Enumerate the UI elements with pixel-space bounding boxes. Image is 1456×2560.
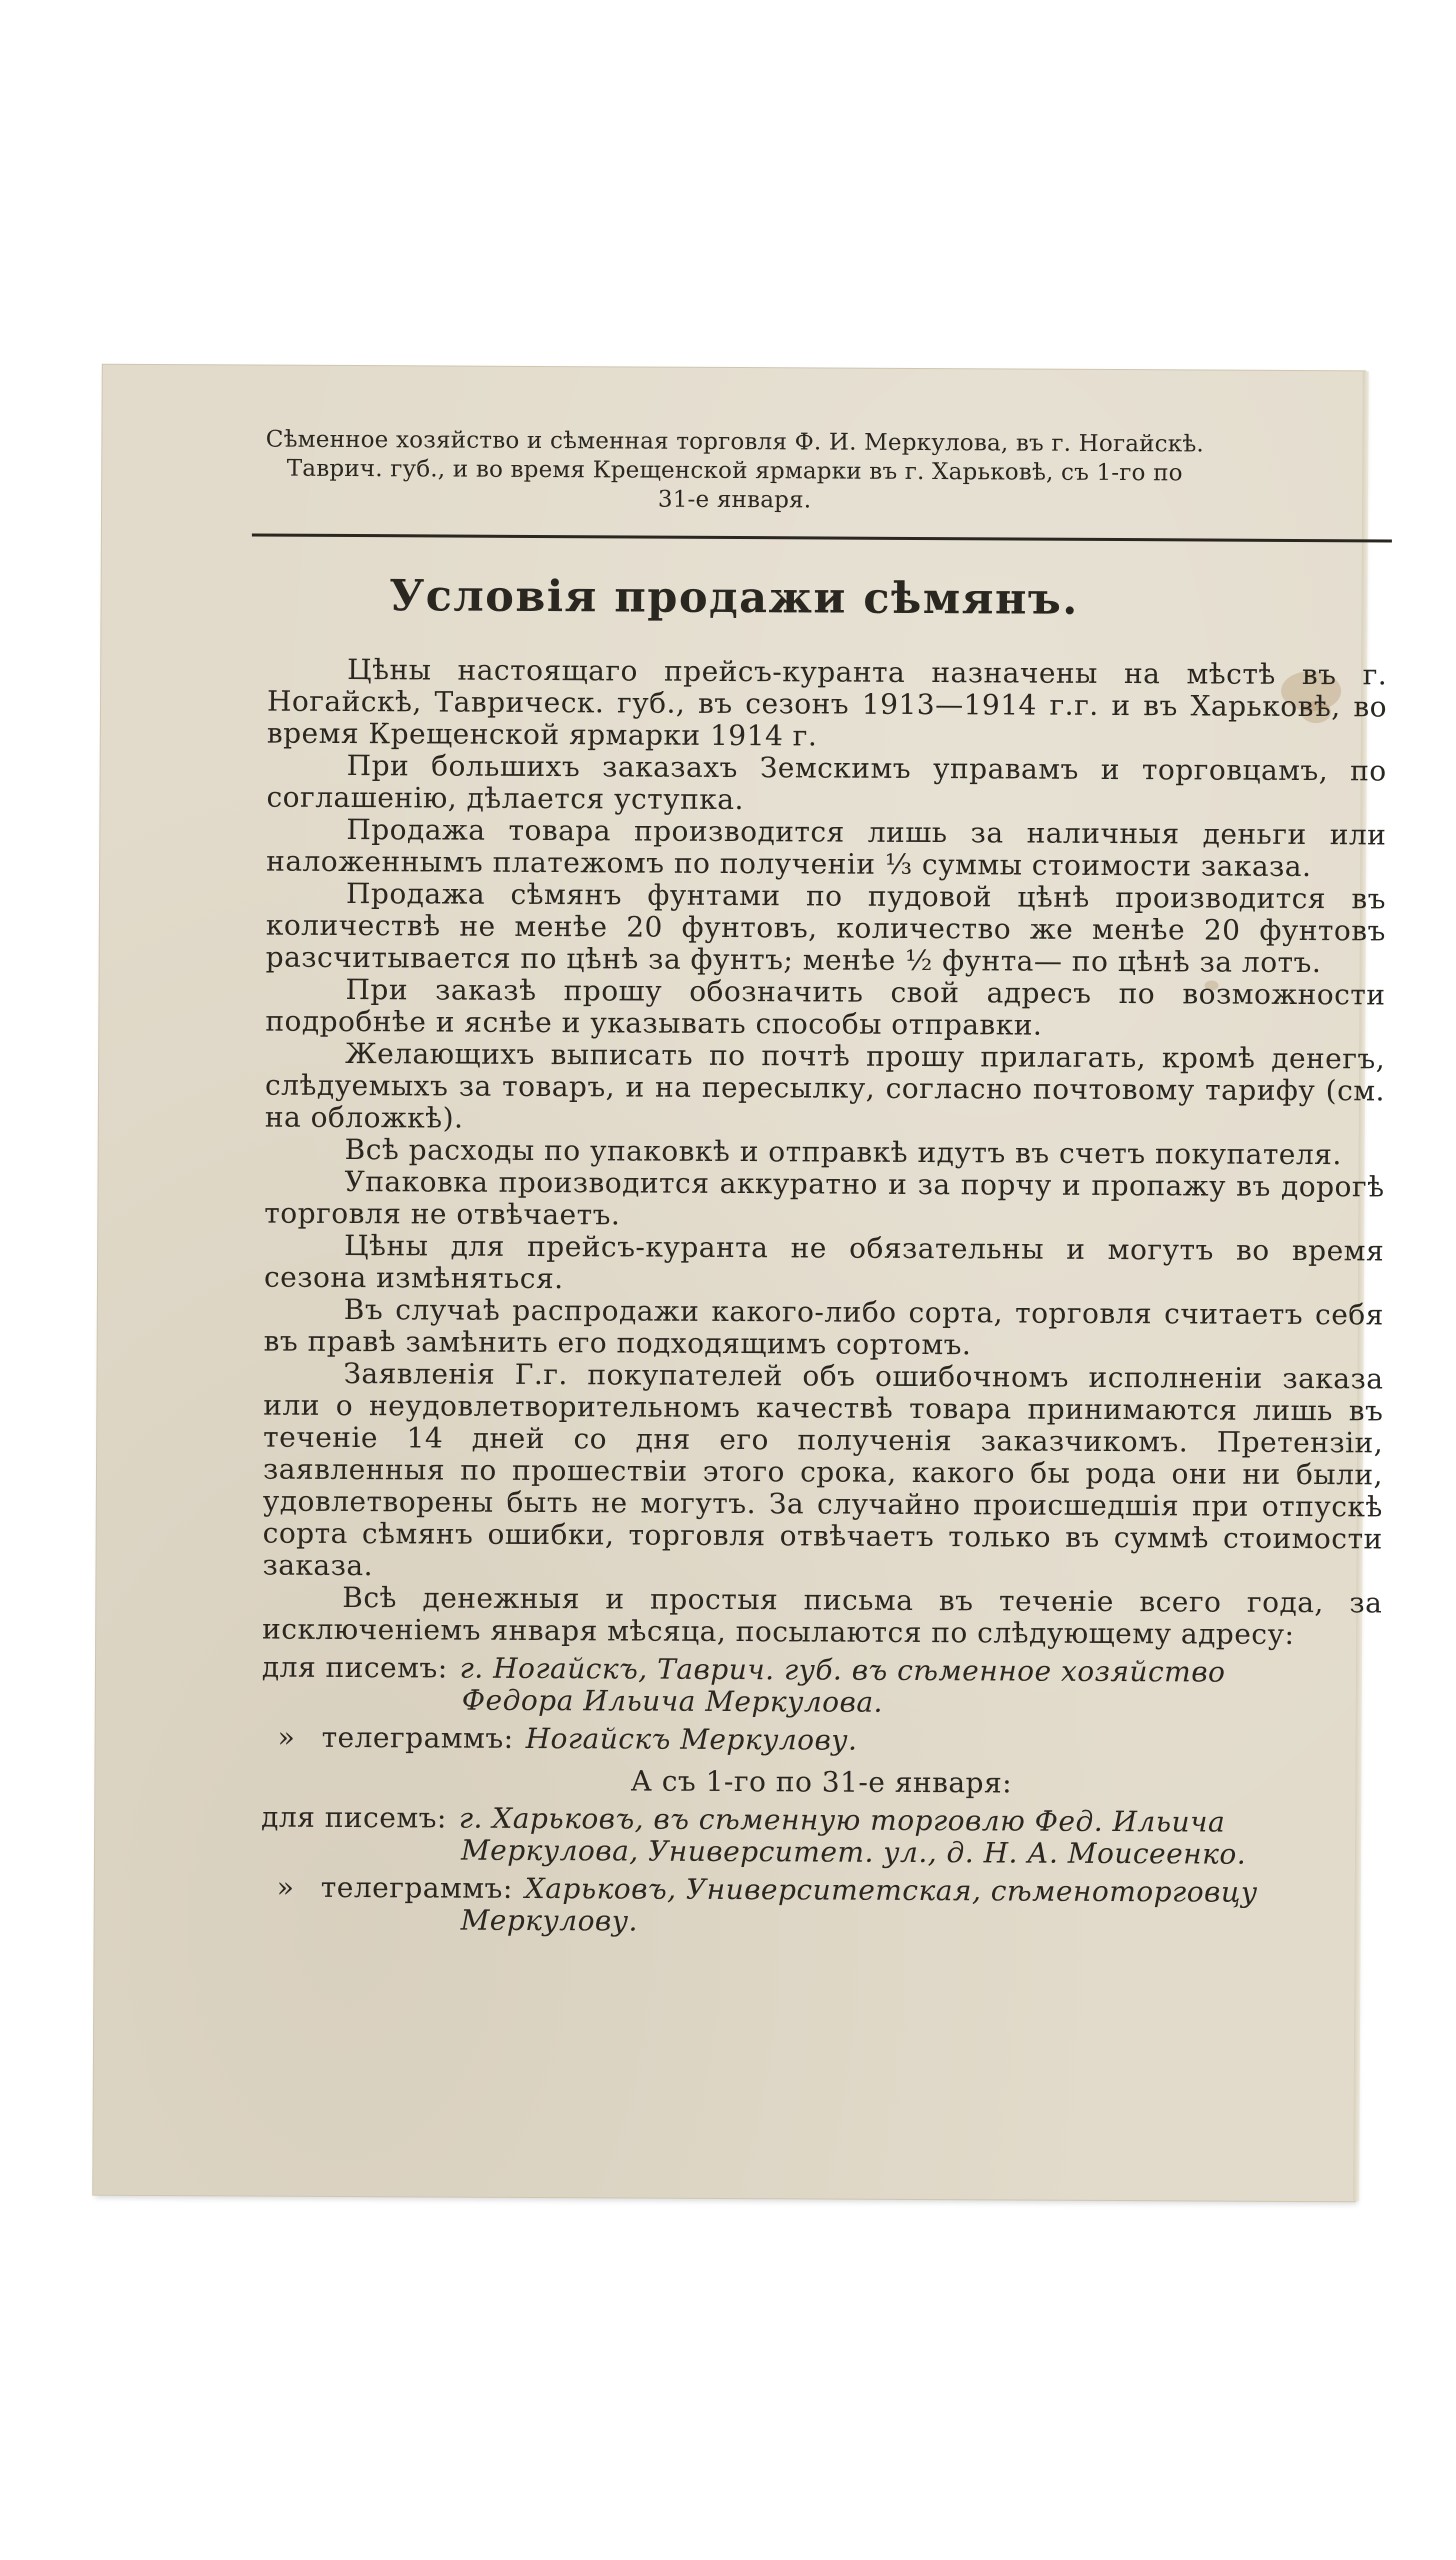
- header-rule: [252, 533, 1392, 542]
- telegrams-address: Ногайскъ Меркулову.: [525, 1721, 858, 1757]
- telegrams-label: телеграммъ:: [320, 1870, 513, 1905]
- letters-label: для писемъ:: [261, 1650, 448, 1685]
- header-line: Сѣменное хозяйство и сѣменная торговля Ф. И. Меркулова, въ г. Ногайскѣ.: [265, 426, 1205, 458]
- paragraph: Въ случаѣ распродажи какого-либо сорта, торговля считаетъ себя въ правѣ замѣнить его подходящимъ сортомъ.: [263, 1292, 1384, 1362]
- paragraph: При большихъ заказахъ Земскимъ управамъ и торговцамъ, по соглашенію, дѣлается уступка.: [266, 748, 1387, 817]
- ditto-mark: »: [277, 1720, 296, 1754]
- letters-address-cont: Федора Ильича Меркулова.: [461, 1683, 884, 1719]
- letters-address: г. Харьковъ, въ сѣменную торговлю Фед. Ильича: [458, 1801, 1226, 1839]
- telegrams-address: Харьковъ, Университетская, сѣменоторговцу: [524, 1871, 1258, 1909]
- paragraph: Упаковка производится аккуратно и за порчу и пропажу въ дорогѣ торговля не отвѣчаетъ.: [264, 1164, 1385, 1232]
- paragraph: Всѣ расходы по упаковкѣ и отправкѣ идутъ въ счетъ покупателя.: [344, 1132, 1342, 1172]
- paragraph: При заказѣ прошу обозначить свой адресъ по возможности подробнѣе и яснѣе и указывать способы отправки.: [265, 972, 1386, 1042]
- document-page: [93, 365, 1388, 2202]
- address-block-kharkov: [261, 1802, 1382, 1942]
- header-line: 31-е января.: [657, 486, 812, 514]
- letters-address: г. Ногайскъ, Таврич. губ. въ сѣменное хозяйство: [459, 1651, 1226, 1689]
- paragraph: Заявленія Г.г. покупателей объ ошибочномъ исполненіи заказа или о неудовлетворительномъ качествѣ товара принимаются лишь въ теченіе 14 дней со дня его полученія заказчикомъ. Претензіи, заявленныя по прошествіи этого срока, какого бы рода они ни были, удовлетворены быть не могутъ. За случайно происшедшія при отпускѣ сорта сѣмянъ ошибки, торговля отвѣчаетъ только въ суммѣ стоимости заказа.: [262, 1356, 1384, 1583]
- paragraph: Желающихъ выписать по почтѣ прошу прилагать, кромѣ денегъ, слѣдуемыхъ за товаръ, и на пересылку, согласно почтовому тарифу (см. на обложкѣ).: [264, 1036, 1386, 1135]
- address-block-nogaisk: [262, 1652, 1383, 1760]
- telegrams-label: телеграммъ:: [321, 1720, 514, 1755]
- page-header: [252, 425, 1217, 517]
- letters-label: для писемъ:: [261, 1800, 447, 1835]
- header-line: Таврич. губ., и во время Крещенской ярмарки въ г. Харьковѣ, съ 1-го по: [286, 455, 1183, 487]
- letters-address-cont: Меркулова, Университет. ул., д. Н. А. Моисеенко.: [460, 1833, 1247, 1871]
- paragraph: Цѣны настоящаго прейсъ-куранта назначены на мѣстѣ въ г. Ногайскѣ, Таврическ. губ., въ сезонъ 1913—1914 г.г. и въ Харьковѣ, во время Крещенской ярмарки 1914 г.: [266, 652, 1388, 753]
- ditto-mark: »: [276, 1870, 295, 1904]
- paragraph: Цѣны для прейсъ-куранта не обязательны и могутъ во время сезона измѣняться.: [263, 1228, 1385, 1296]
- conditions-body: [261, 654, 1388, 1942]
- paragraph: Всѣ денежныя и простыя письма въ теченіе всего года, за исключеніемъ января мѣсяца, посылаются по слѣдующему адресу:: [262, 1580, 1383, 1651]
- january-heading: А съ 1-го по 31-е января:: [630, 1764, 1013, 1800]
- paragraph: Продажа товара производится лишь за наличныя деньги или наложеннымъ платежомъ по полученіи ⅓ суммы стоимости заказа.: [266, 812, 1387, 884]
- page-title: Условія продажи сѣмянъ.: [389, 571, 1079, 625]
- telegrams-address-cont: Меркулову.: [460, 1903, 639, 1938]
- paragraph: Продажа сѣмянъ фунтами по пудовой цѣнѣ производится въ количествѣ не менѣе 20 фунтовъ, количество же менѣе 20 фунтовъ разсчитывается по цѣнѣ за фунтъ; менѣе ½ фунта— по цѣнѣ за лотъ.: [265, 876, 1387, 980]
